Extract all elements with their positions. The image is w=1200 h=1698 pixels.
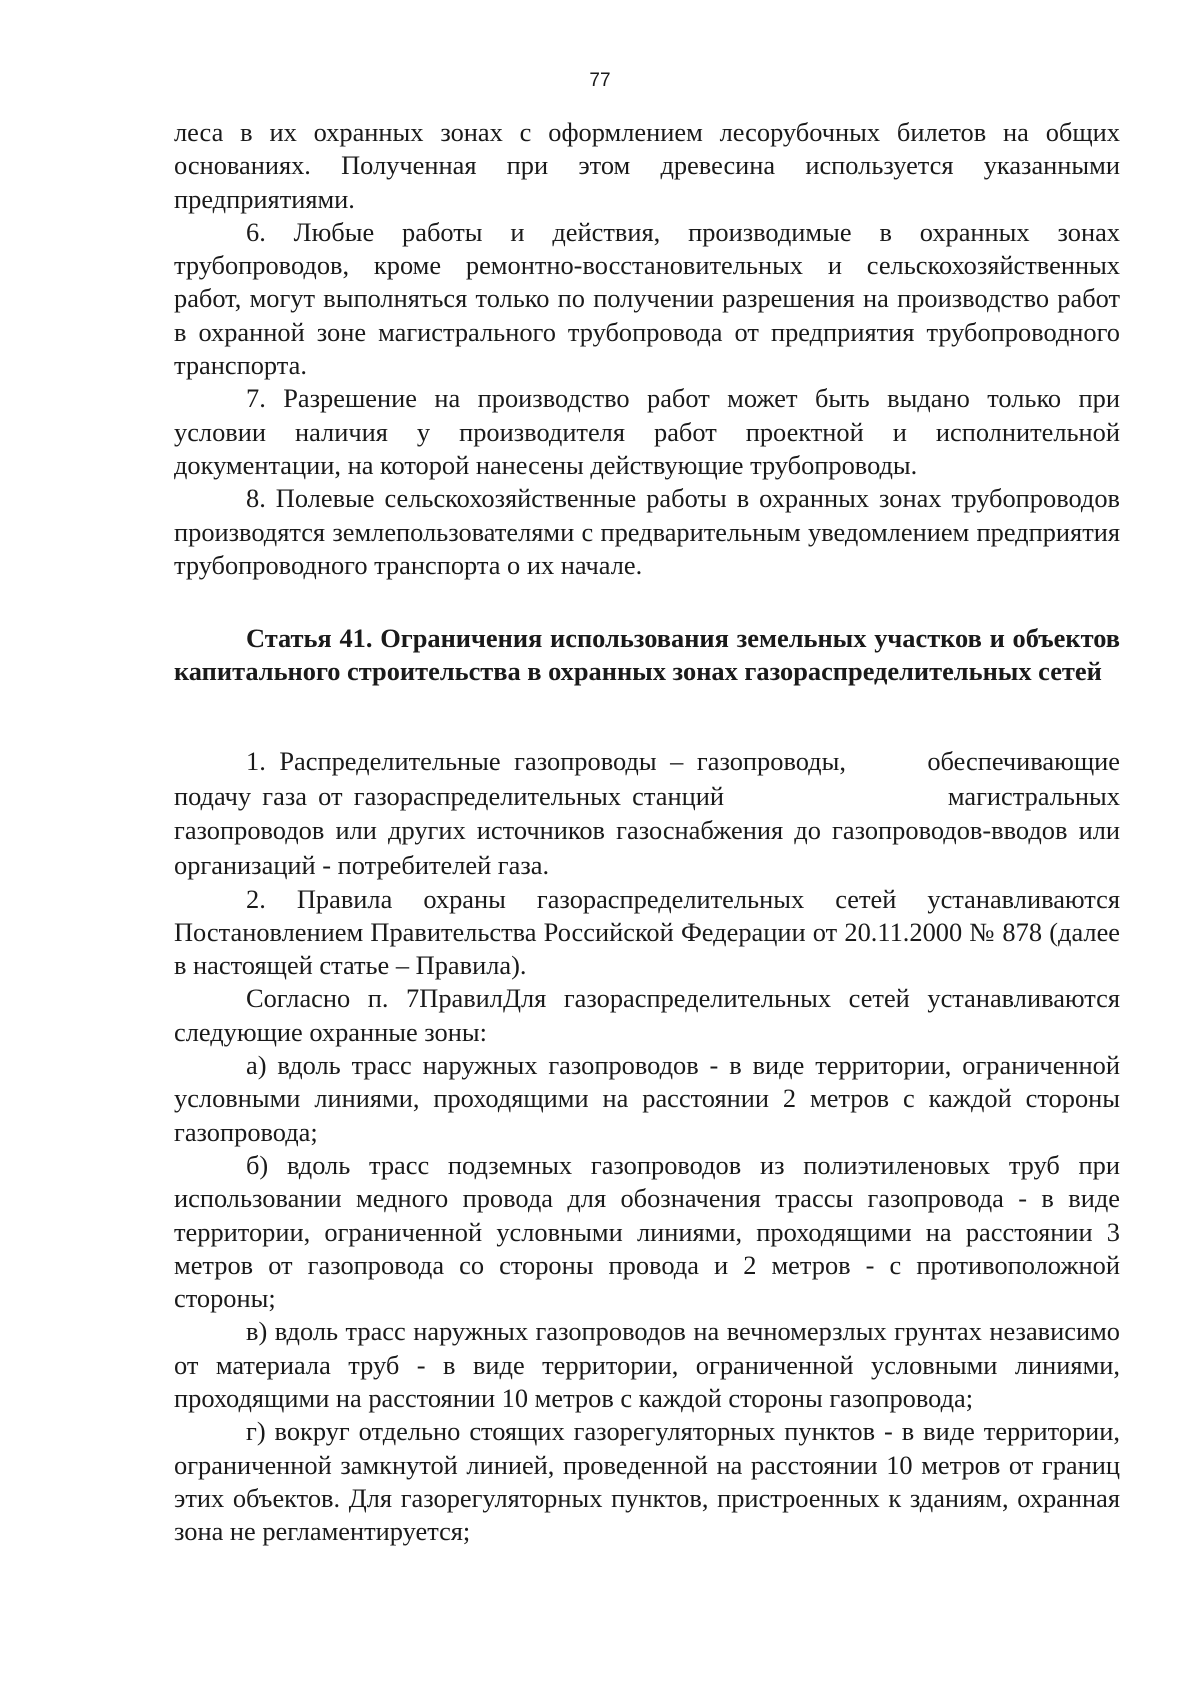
paragraph-zone-v: в) вдоль трасс наружных газопроводов на вечномерзлых грунтах независимо от материала труб - в виде территории, ограниченной условными линиями, проходящими на расстоянии 10 метров с каждой стороны газопровода;	[174, 1316, 1120, 1413]
paragraph-distribution-pipelines: 1. Распределительные газопроводы – газопроводы, обеспечивающие подачу газа от газораспределительных станций магистральных газопроводов или других источников газоснабжения до газопроводов-вводов или организаций - потребителей газа.	[174, 746, 1127, 880]
paragraph-zone-a: а) вдоль трасс наружных газопроводов - в виде территории, ограниченной условными линиями, проходящими на расстоянии 2 метров с каждой стороны газопровода;	[174, 1050, 1120, 1147]
paragraph-according-to-rules: Согласно п. 7ПравилДля газораспределительных сетей устанавливаются следующие охранные зоны:	[174, 983, 1120, 1047]
page-number: 77	[589, 70, 611, 91]
document-body	[174, 116, 1127, 1548]
paragraph-zone-b: б) вдоль трасс подземных газопроводов из полиэтиленовых труб при использовании медного провода для обозначения трассы газопровода - в виде территории, ограниченной условными линиями, проходящими на расстоянии 3 метров от газопровода со стороны провода и 2 метров - с противоположной стороны;	[174, 1149, 1120, 1314]
paragraph-zone-g: г) вокруг отдельно стоящих газорегуляторных пунктов - в виде территории, ограниченной замкнутой линией, проведенной на расстоянии 10 метров от границ этих объектов. Для газорегуляторных пунктов, пристроенных к зданиям, охранная зона не регламентируется;	[174, 1416, 1120, 1547]
paragraph-item-8: 8. Полевые сельскохозяйственные работы в охранных зонах трубопроводов производятся землепользователями с предварительным уведомлением предприятия трубопроводного транспорта о их начале.	[174, 483, 1120, 580]
paragraph-forest-clearing: леса в их охранных зонах с оформлением лесорубочных билетов на общих основаниях. Полученная при этом древесина используется указанными предприятиями.	[174, 117, 1120, 214]
article-41-heading: Статья 41. Ограничения использования земельных участков и объектов капитального строительства в охранных зонах газораспределительных сетей	[174, 623, 1120, 687]
paragraph-item-7: 7. Разрешение на производство работ может быть выдано только при условии наличия у производителя работ проектной и исполнительной документации, на которой нанесены действующие трубопроводы.	[174, 383, 1120, 480]
paragraph-protection-rules: 2. Правила охраны газораспределительных сетей устанавливаются Постановлением Правительства Российской Федерации от 20.11.2000 № 878 (далее в настоящей статье – Правила).	[174, 883, 1120, 981]
paragraph-item-6: 6. Любые работы и действия, производимые в охранных зонах трубопроводов, кроме ремонтно-восстановительных и сельскохозяйственных работ, могут выполняться только по получении разрешения на производство работ в охранной зоне магистрального трубопровода от предприятия трубопроводного транспорта.	[174, 216, 1120, 381]
